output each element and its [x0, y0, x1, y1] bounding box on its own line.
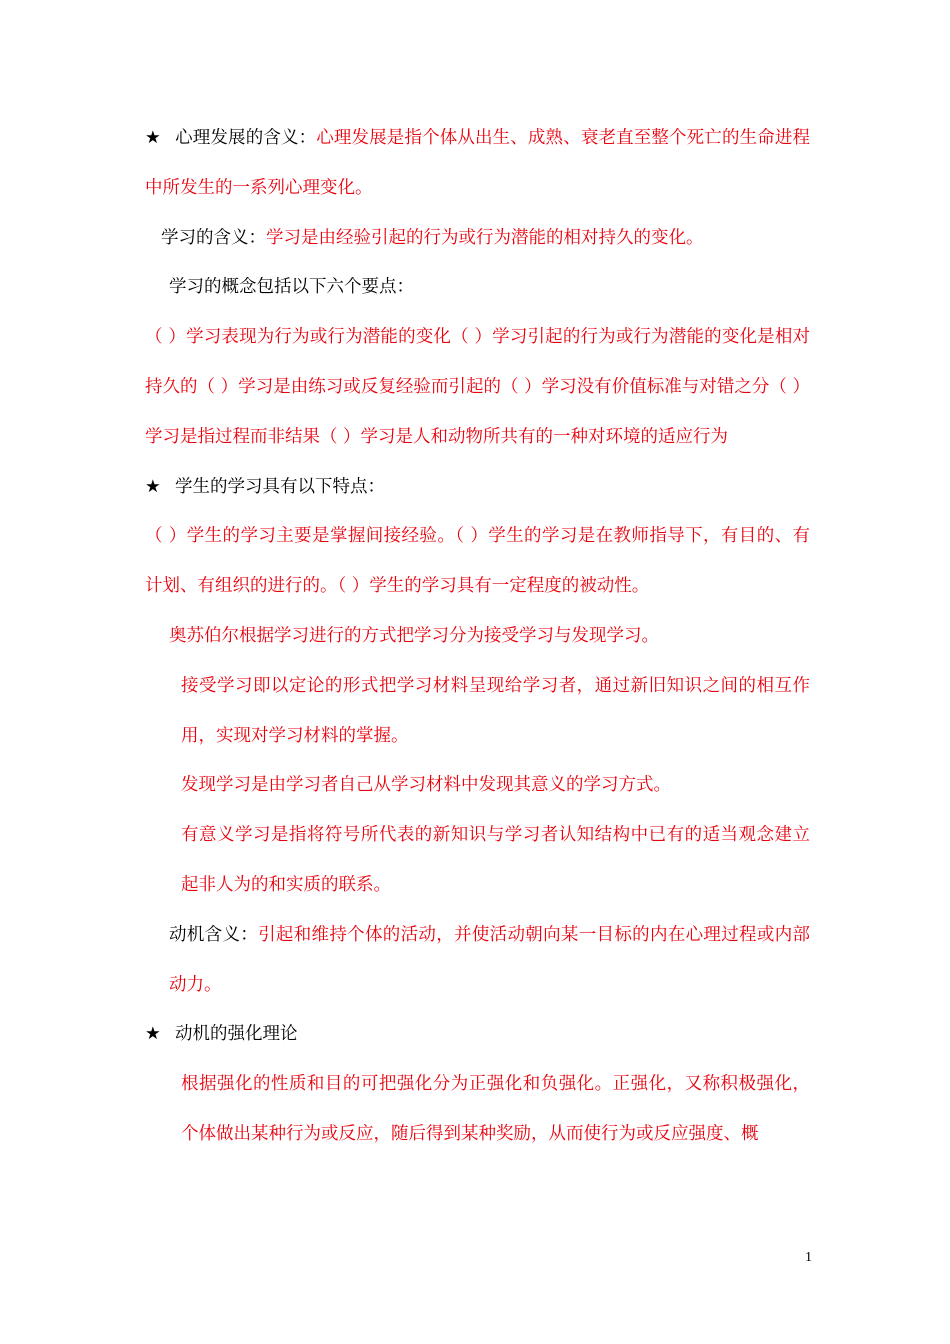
star-icon: ★ [145, 1024, 161, 1045]
paragraph-learning-six-points: （ ）学习表现为行为或行为潜能的变化（ ）学习引起的行为或行为潜能的变化是相对持久的（ ）学习是由练习或反复经验而引起的（ ）学习没有价值标准与对错之分（ ）学习是指过程而非结果（ ）学习是人和动物所共有的一种对环境的适应行为 [145, 327, 810, 447]
paragraph-psychological-development [145, 114, 810, 214]
term-label: 动机含义： [169, 924, 259, 945]
paragraph-ausubel: 奥苏伯尔根据学习进行的方式把学习分为接受学习与发现学习。 [169, 625, 659, 646]
paragraph-reception-learning: 接受学习即以定论的形式把学习材料呈现给学习者，通过新旧知识之间的相互作用，实现对学习材料的掌握。 [181, 675, 810, 746]
definition-text: 引起和维持个体的活动，并使活动朝向某一目标的内在心理过程或内部动力。 [169, 924, 811, 995]
paragraph-reinforcement-types: 根据强化的性质和目的可把强化分为正强化和负强化。正强化，又称积极强化，个体做出某种行为或反应，随后得到某种奖励，从而使行为或反应强度、概 [181, 1074, 810, 1144]
heading-text: 动机的强化理论 [175, 1024, 298, 1045]
paragraph-student-learning-heading [145, 463, 810, 513]
definition-text: 学习是由经验引起的行为或行为潜能的相对持久的变化。 [266, 227, 704, 248]
paragraph-discovery-learning: 发现学习是由学习者自己从学习材料中发现其意义的学习方式。 [181, 775, 671, 796]
star-icon: ★ [145, 128, 161, 148]
paragraph-learning-meaning [145, 214, 810, 264]
heading-text: 学生的学习具有以下特点： [175, 476, 385, 497]
paragraph-motivation-meaning [145, 911, 810, 1011]
paragraph-student-learning-features: （ ）学生的学习主要是掌握间接经验。（ ）学生的学习是在教师指导下，有目的、有计划、有组织的进行的。（ ）学生的学习具有一定程度的被动性。 [145, 526, 810, 597]
definition-text: 心理发展是指个体从出生、成熟、衰老直至整个死亡的生命进程中所发生的一系列心理变化。 [145, 128, 810, 198]
paragraph-reinforcement-heading [145, 1010, 810, 1060]
paragraph-learning-concept-intro: 学习的概念包括以下六个要点： [169, 277, 414, 298]
term-label: 心理发展的含义： [175, 128, 317, 148]
term-label: 学习的含义： [161, 227, 266, 248]
star-icon: ★ [145, 476, 161, 497]
page-number: 1 [805, 1250, 812, 1265]
paragraph-meaningful-learning: 有意义学习是指将符号所代表的新知识与学习者认知结构中已有的适当观念建立起非人为的和实质的联系。 [181, 825, 810, 895]
document-body [145, 114, 810, 1160]
